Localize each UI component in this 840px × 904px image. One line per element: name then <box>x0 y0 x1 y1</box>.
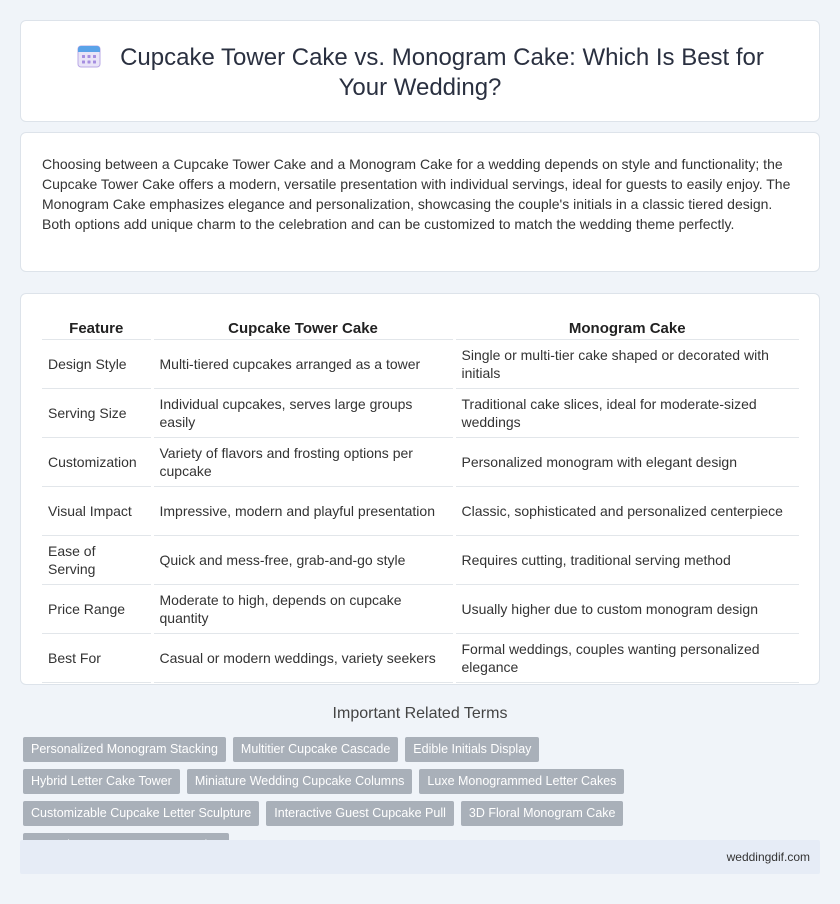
feature-cell: Price Range <box>42 584 152 633</box>
cupcake-cell: Individual cupcakes, serves large groups easily <box>152 388 454 437</box>
related-terms-title: Important Related Terms <box>332 705 508 722</box>
comparison-table-card <box>20 293 820 685</box>
header-cupcake-tower: Cupcake Tower Cake <box>152 315 454 339</box>
header-card <box>20 20 820 122</box>
cupcake-cell: Casual or modern weddings, variety seekers <box>152 633 454 682</box>
monogram-cell: Usually higher due to custom monogram design <box>454 584 799 633</box>
cupcake-cell: Multi-tiered cupcakes arranged as a tower <box>152 339 454 388</box>
term-tag[interactable]: Personalized Monogram Stacking <box>23 737 226 762</box>
term-tag[interactable]: Hybrid Letter Cake Tower <box>23 769 180 794</box>
feature-cell: Best For <box>42 633 152 682</box>
term-tag[interactable]: Interactive Guest Cupcake Pull <box>266 801 454 826</box>
feature-cell: Visual Impact <box>42 486 152 535</box>
footer-site-link[interactable]: weddingdif.com <box>726 850 810 864</box>
monogram-cell: Formal weddings, couples wanting personalized elegance <box>454 633 799 682</box>
intro-card <box>20 132 820 272</box>
header-feature: Feature <box>42 315 152 339</box>
table-row <box>42 437 799 486</box>
term-tag[interactable]: Multitier Cupcake Cascade <box>233 737 398 762</box>
monogram-cell: Single or multi-tier cake shaped or decorated with initials <box>454 339 799 388</box>
page-title <box>21 43 819 103</box>
term-tag[interactable]: Luxe Monogrammed Letter Cakes <box>419 769 624 794</box>
header-monogram: Monogram Cake <box>454 315 799 339</box>
term-tag[interactable]: 3D Floral Monogram Cake <box>461 801 624 826</box>
monogram-cell: Traditional cake slices, ideal for moderate-sized weddings <box>454 388 799 437</box>
table-row <box>42 633 799 682</box>
footer <box>20 840 820 874</box>
intro-paragraph: Choosing between a Cupcake Tower Cake and a Monogram Cake for a wedding depends on style and functionality; the Cupcake Tower Cake offers a modern, versatile presentation with individual servings, ideal for guests to easily enjoy. The Monogram Cake emphasizes elegance and personalization, showcasing the couple's initials in a classic tiered design. Both options add unique charm to the celebration and can be customized to match the wedding theme perfectly. <box>42 156 791 232</box>
cupcake-cell: Moderate to high, depends on cupcake quantity <box>152 584 454 633</box>
table-header-row <box>42 315 799 339</box>
feature-cell: Serving Size <box>42 388 152 437</box>
feature-cell: Design Style <box>42 339 152 388</box>
table-row <box>42 486 799 535</box>
term-tag[interactable]: Customizable Cupcake Letter Sculpture <box>23 801 259 826</box>
cupcake-cell: Variety of flavors and frosting options per cupcake <box>152 437 454 486</box>
cupcake-cell: Impressive, modern and playful presentation <box>152 486 454 535</box>
monogram-cell: Classic, sophisticated and personalized centerpiece <box>454 486 799 535</box>
term-tag[interactable]: Edible Initials Display <box>405 737 539 762</box>
table-row <box>42 584 799 633</box>
calendar-icon <box>76 43 102 69</box>
title-text: Cupcake Tower Cake vs. Monogram Cake: Which Is Best for Your Wedding? <box>120 44 764 101</box>
cupcake-cell: Quick and mess-free, grab-and-go style <box>152 535 454 584</box>
term-tag[interactable]: Miniature Wedding Cupcake Columns <box>187 769 413 794</box>
monogram-cell: Personalized monogram with elegant design <box>454 437 799 486</box>
table-row <box>42 339 799 388</box>
table-row <box>42 535 799 584</box>
feature-cell: Customization <box>42 437 152 486</box>
comparison-table <box>42 315 799 683</box>
table-row <box>42 388 799 437</box>
feature-cell: Ease of Serving <box>42 535 152 584</box>
monogram-cell: Requires cutting, traditional serving method <box>454 535 799 584</box>
